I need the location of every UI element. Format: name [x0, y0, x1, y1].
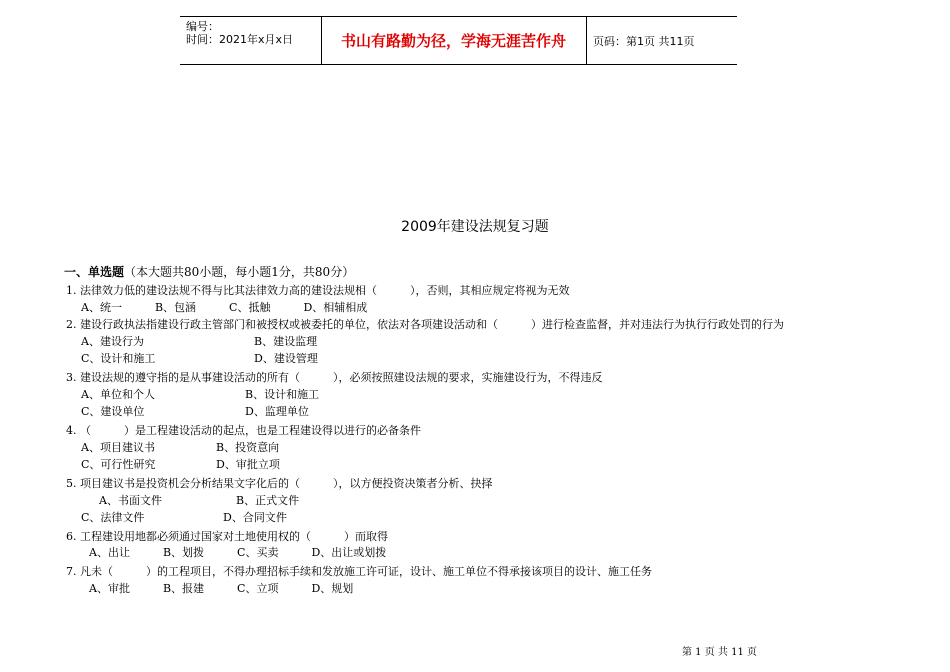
page-footer: 第 1 页 共 11 页: [682, 647, 757, 658]
question-1-stem: 1. 法律效力低的建设法规不得与比其法律效力高的建设法规相（ ），否则，其相应规定将视为无效: [66, 284, 570, 297]
section-heading-note: （本大题共80小题，每小题1分，共80分）: [124, 265, 355, 279]
question-5-option-d: D、合同文件: [223, 511, 287, 524]
question-5-stem: 5. 项目建议书是投资机会分析结果文字化后的（ ），以方便投资决策者分析、抉择: [66, 477, 493, 490]
header-page-info: 页码：第1页 共11页: [593, 34, 695, 48]
question-4-stem: 4. （ ）是工程建设活动的起点，也是工程建设得以进行的必备条件: [66, 424, 421, 437]
question-7-stem: 7. 凡未（ ）的工程项目，不得办理招标手续和发放施工许可证，设计、施工单位不得承接该项目的设计、施工任务: [66, 565, 652, 578]
question-4-option-d: D、审批立项: [216, 458, 280, 471]
question-5-option-b: B、正式文件: [236, 494, 300, 507]
header-number-label: 编号：: [186, 20, 219, 33]
question-7-options: A、审批 B、报建 C、立项 D、规划: [89, 582, 354, 595]
question-6-stem: 6. 工程建设用地都必须通过国家对土地使用权的（ ）而取得: [66, 530, 388, 543]
section-heading: [64, 263, 354, 280]
question-4-option-b: B、投资意向: [216, 441, 280, 454]
question-3-option-c: C、建设单位: [81, 405, 145, 418]
header-motto: 书山有路勤为径，学海无涯苦作舟: [321, 17, 587, 64]
question-3-option-d: D、监理单位: [245, 405, 309, 418]
question-2-stem: 2. 建设行政执法指建设行政主管部门和被授权或被委托的单位，依法对各项建设活动和（ ）进行检查监督，并对违法行为执行行政处罚的行为: [66, 318, 784, 331]
section-heading-label: 一、单选题: [64, 265, 125, 279]
question-2-option-b: B、建设监理: [254, 335, 318, 348]
question-3-stem: 3. 建设法规的遵守指的是从事建设活动的所有（ ），必须按照建设法规的要求，实施建设行为，不得违反: [66, 371, 603, 384]
question-2-option-d: D、建设管理: [254, 352, 318, 365]
question-1-options: A、统一 B、包涵 C、抵触 D、相辅相成: [81, 301, 368, 314]
question-2-option-a: A、建设行为: [81, 335, 144, 348]
page-header: [180, 16, 737, 65]
question-4-option-a: A、项目建议书: [81, 441, 155, 454]
question-4-option-c: C、可行性研究: [81, 458, 156, 471]
question-5-option-a: A、书面文件: [99, 494, 162, 507]
question-2-option-c: C、设计和施工: [81, 352, 156, 365]
question-5-option-c: C、法律文件: [81, 511, 145, 524]
question-6-options: A、出让 B、划拨 C、买卖 D、出让或划拨: [89, 546, 387, 559]
header-meta-cell: [180, 17, 322, 64]
question-3-option-a: A、单位和个人: [81, 388, 155, 401]
question-3-option-b: B、设计和施工: [245, 388, 320, 401]
document-title: 2009年建设法规复习题: [401, 219, 549, 235]
header-time-label: 时间：2021年x月x日: [186, 33, 294, 46]
